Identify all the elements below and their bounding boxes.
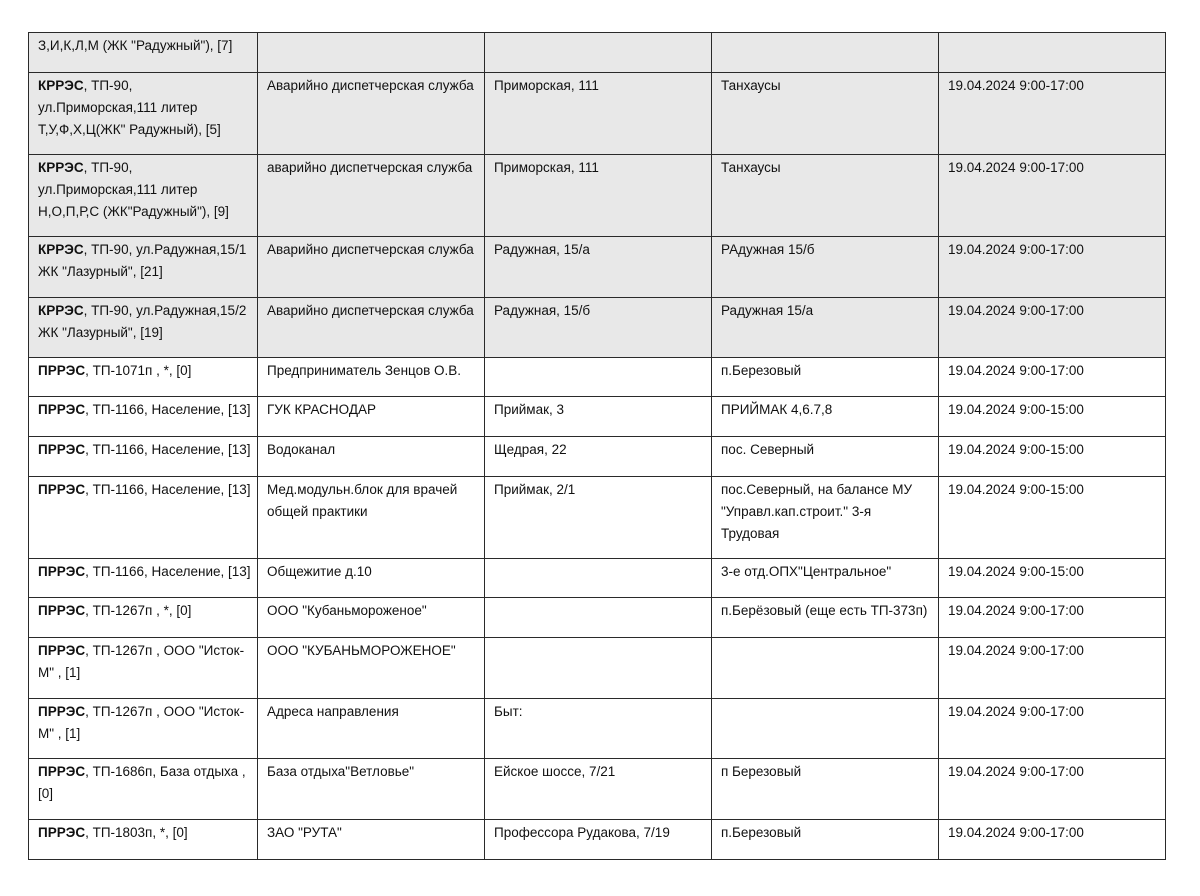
network-cell [29, 559, 258, 598]
network-details: , ТП-1166, Население, [13] [85, 564, 251, 579]
network-org: ПРРЭС [38, 363, 86, 378]
street-cell [485, 358, 712, 397]
locality-cell [712, 699, 939, 759]
street-cell: Приморская, 111 [485, 155, 712, 237]
network-cell [29, 699, 258, 759]
network-cell [29, 73, 258, 155]
consumer-cell: ГУК КРАСНОДАР [258, 397, 485, 437]
network-details: , ТП-90, ул.Радужная,15/1 ЖК "Лазурный", [21] [38, 242, 247, 279]
table-row [29, 437, 1166, 477]
network-org: ПРРЭС [38, 442, 86, 457]
time-cell: 19.04.2024 9:00-17:00 [939, 298, 1166, 358]
network-org: ПРРЭС [38, 704, 86, 719]
network-org: ПРРЭС [38, 643, 86, 658]
network-org: ПРРЭС [38, 564, 86, 579]
time-cell: 19.04.2024 9:00-17:00 [939, 759, 1166, 820]
table-row [29, 638, 1166, 699]
consumer-cell: Водоканал [258, 437, 485, 477]
network-details: , ТП-1071п , *, [0] [85, 363, 192, 378]
network-cell [29, 33, 258, 73]
time-cell: 19.04.2024 9:00-15:00 [939, 397, 1166, 437]
locality-cell: п Березовый [712, 759, 939, 820]
network-details: , ТП-1267п , ООО "Исток-М" , [1] [38, 704, 245, 741]
locality-cell [712, 638, 939, 699]
network-details: , ТП-1686п, База отдыха , [0] [38, 764, 246, 801]
network-cell [29, 820, 258, 860]
time-cell [939, 33, 1166, 73]
consumer-cell: Мед.модульн.блок для врачей общей практики [258, 477, 485, 559]
locality-cell: Танхаусы [712, 155, 939, 237]
table-row [29, 73, 1166, 155]
locality-cell: п.Березовый [712, 820, 939, 860]
time-cell: 19.04.2024 9:00-17:00 [939, 820, 1166, 860]
street-cell: Ейское шоссе, 7/21 [485, 759, 712, 820]
network-cell [29, 397, 258, 437]
network-org: ПРРЭС [38, 603, 86, 618]
network-cell [29, 638, 258, 699]
table-row [29, 759, 1166, 820]
consumer-cell: Аварийно диспетчерская служба [258, 298, 485, 358]
time-cell: 19.04.2024 9:00-17:00 [939, 237, 1166, 298]
locality-cell: пос.Северный, на балансе МУ "Управл.кап.строит." 3-я Трудовая [712, 477, 939, 559]
consumer-cell: аварийно диспетчерская служба [258, 155, 485, 237]
table-row [29, 559, 1166, 598]
locality-cell: п.Березовый [712, 358, 939, 397]
table-row [29, 33, 1166, 73]
time-cell: 19.04.2024 9:00-17:00 [939, 598, 1166, 638]
network-details: , ТП-1803п, *, [0] [85, 825, 188, 840]
table-row [29, 358, 1166, 397]
table-row [29, 237, 1166, 298]
network-cell [29, 598, 258, 638]
locality-cell: РАдужная 15/б [712, 237, 939, 298]
consumer-cell: Предприниматель Зенцов О.В. [258, 358, 485, 397]
network-org: КРРЭС [38, 160, 84, 175]
street-cell: Быт: [485, 699, 712, 759]
time-cell: 19.04.2024 9:00-17:00 [939, 699, 1166, 759]
network-details: З,И,К,Л,М (ЖК "Радужный"), [7] [38, 38, 233, 53]
consumer-cell: ЗАО "РУТА" [258, 820, 485, 860]
street-cell: Приймак, 2/1 [485, 477, 712, 559]
network-details: , ТП-1166, Население, [13] [85, 402, 251, 417]
time-cell: 19.04.2024 9:00-17:00 [939, 155, 1166, 237]
time-cell: 19.04.2024 9:00-17:00 [939, 638, 1166, 699]
time-cell: 19.04.2024 9:00-17:00 [939, 358, 1166, 397]
network-org: КРРЭС [38, 303, 84, 318]
street-cell [485, 33, 712, 73]
network-org: ПРРЭС [38, 402, 86, 417]
network-cell [29, 237, 258, 298]
consumer-cell: Аварийно диспетчерская служба [258, 73, 485, 155]
network-cell [29, 298, 258, 358]
network-details: , ТП-90, ул.Радужная,15/2 ЖК "Лазурный", [19] [38, 303, 247, 340]
network-details: , ТП-1166, Население, [13] [85, 442, 251, 457]
street-cell: Приймак, 3 [485, 397, 712, 437]
consumer-cell: ООО "Кубаньмороженое" [258, 598, 485, 638]
time-cell: 19.04.2024 9:00-15:00 [939, 437, 1166, 477]
network-details: , ТП-1166, Население, [13] [85, 482, 251, 497]
street-cell [485, 559, 712, 598]
table-row [29, 598, 1166, 638]
table-row [29, 397, 1166, 437]
network-cell [29, 437, 258, 477]
table-row [29, 298, 1166, 358]
street-cell: Щедрая, 22 [485, 437, 712, 477]
locality-cell [712, 33, 939, 73]
locality-cell: 3-е отд.ОПХ"Центральное" [712, 559, 939, 598]
street-cell [485, 598, 712, 638]
street-cell [485, 638, 712, 699]
locality-cell: ПРИЙМАК 4,6.7,8 [712, 397, 939, 437]
network-org: КРРЭС [38, 242, 84, 257]
table-row [29, 477, 1166, 559]
network-cell [29, 358, 258, 397]
table-row [29, 820, 1166, 860]
outage-table [28, 32, 1166, 860]
street-cell: Радужная, 15/а [485, 237, 712, 298]
network-cell [29, 759, 258, 820]
consumer-cell: Аварийно диспетчерская служба [258, 237, 485, 298]
time-cell: 19.04.2024 9:00-15:00 [939, 559, 1166, 598]
table-row [29, 155, 1166, 237]
network-org: ПРРЭС [38, 764, 86, 779]
street-cell: Радужная, 15/б [485, 298, 712, 358]
network-details: , ТП-90, ул.Приморская,111 литер Н,О,П,Р,С (ЖК"Радужный"), [9] [38, 160, 229, 219]
time-cell: 19.04.2024 9:00-15:00 [939, 477, 1166, 559]
network-org: ПРРЭС [38, 825, 86, 840]
network-cell [29, 155, 258, 237]
locality-cell: Танхаусы [712, 73, 939, 155]
consumer-cell: Общежитие д.10 [258, 559, 485, 598]
consumer-cell [258, 33, 485, 73]
network-org: КРРЭС [38, 78, 84, 93]
network-details: , ТП-1267п , *, [0] [85, 603, 192, 618]
locality-cell: пос. Северный [712, 437, 939, 477]
network-details: , ТП-1267п , ООО "Исток-М" , [1] [38, 643, 245, 680]
time-cell: 19.04.2024 9:00-17:00 [939, 73, 1166, 155]
network-org: ПРРЭС [38, 482, 86, 497]
consumer-cell: Адреса направления [258, 699, 485, 759]
network-details: , ТП-90, ул.Приморская,111 литер Т,У,Ф,Х,Ц(ЖК" Радужный), [5] [38, 78, 221, 137]
consumer-cell: ООО "КУБАНЬМОРОЖЕНОЕ" [258, 638, 485, 699]
street-cell: Приморская, 111 [485, 73, 712, 155]
locality-cell: Радужная 15/а [712, 298, 939, 358]
table-row [29, 699, 1166, 759]
locality-cell: п.Берёзовый (еще есть ТП-373п) [712, 598, 939, 638]
street-cell: Профессора Рудакова, 7/19 [485, 820, 712, 860]
consumer-cell: База отдыха"Ветловье" [258, 759, 485, 820]
network-cell [29, 477, 258, 559]
